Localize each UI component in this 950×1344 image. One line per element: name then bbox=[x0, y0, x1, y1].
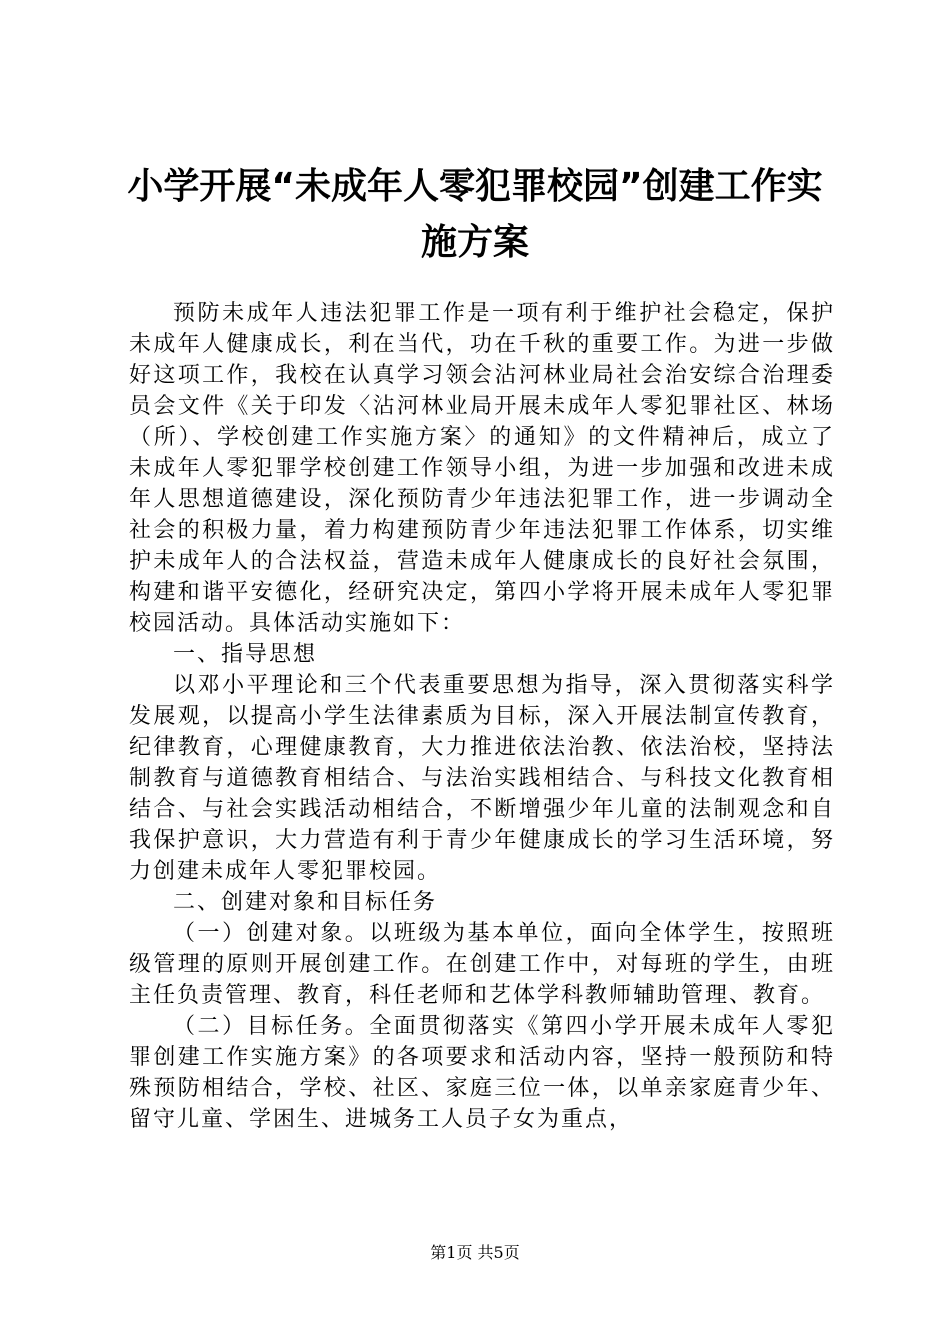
intro-paragraph: 预防未成年人违法犯罪工作是一项有利于维护社会稳定，保护未成年人健康成长，利在当代，功在千秋的重要工作。为进一步做好这项工作，我校在认真学习领会沾河林业局社会治安综合治理委员会文件《关于印发〈沾河林业局开展未成年人零犯罪社区、林场（所）、学校创建工作实施方案〉的通知》的文件精神后，成立了未成年人零犯罪学校创建工作领导小组，为进一步加强和改进未成年人思想道德建设，深化预防青少年违法犯罪工作，进一步调动全社会的积极力量，着力构建预防青少年违法犯罪工作体系，切实维护未成年人的合法权益，营造未成年人健康成长的良好社会氛围，构建和谐平安德化，经研究决定，第四小学将开展未成年人零犯罪校园活动。具体活动实施如下： bbox=[129, 301, 835, 636]
guiding-ideology-paragraph: 以邓小平理论和三个代表重要思想为指导，深入贯彻落实科学发展观，以提高小学生法律素质为目标，深入开展法制宣传教育，纪律教育，心理健康教育，大力推进依法治教、依法治校，坚持法制教育与道德教育相结合、与法治实践相结合、与科技文化教育相结合、与社会实践活动相结合，不断增强少年儿童的法制观念和自我保护意识，大力营造有利于青少年健康成长的学习生活环境，努力创建未成年人零犯罪校园。 bbox=[129, 673, 835, 884]
document-title-line-2: 施方案 bbox=[420, 222, 529, 263]
document-title-line-1: 小学开展“未成年人零犯罪校园”创建工作实 bbox=[127, 166, 823, 207]
goal-tasks-paragraph: （二）目标任务。全面贯彻落实《第四小学开展未成年人零犯罪创建工作实施方案》的各项要求和活动内容，坚持一般预防和特殊预防相结合，学校、社区、家庭三位一体，以单亲家庭青少年、留守儿童、学困生、进城务工人员子女为重点， bbox=[129, 1014, 835, 1132]
section-heading-guiding-ideology: 一、指导思想 bbox=[173, 642, 318, 667]
document-body bbox=[129, 298, 835, 1135]
page-number-footer: 第1页 共5页 bbox=[430, 1243, 520, 1262]
section-heading-targets-tasks: 二、创建对象和目标任务 bbox=[173, 890, 438, 915]
creation-targets-paragraph: （一）创建对象。以班级为基本单位，面向全体学生，按照班级管理的原则开展创建工作。在创建工作中，对每班的学生，由班主任负责管理、教育，科任老师和艺体学科教师辅助管理、教育。 bbox=[129, 921, 835, 1008]
